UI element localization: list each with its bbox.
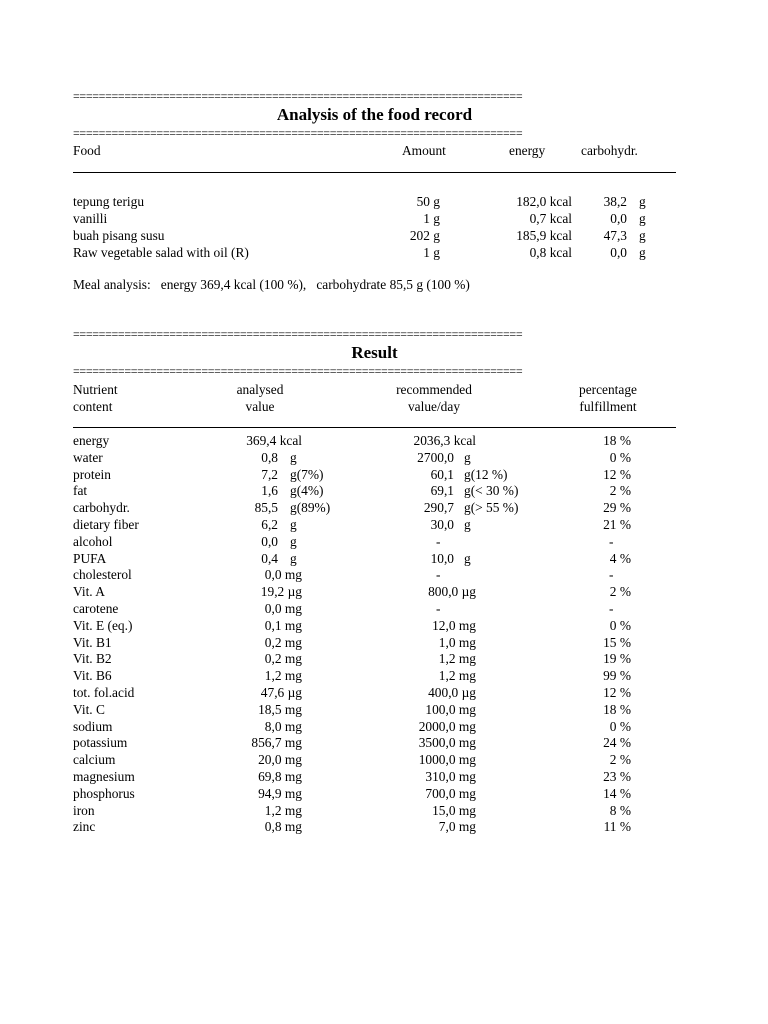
food-name: Raw vegetable salad with oil (R) [73, 245, 249, 260]
nutrient-name: alcohol [73, 533, 113, 549]
nutrient-name: Vit. A [73, 584, 105, 600]
table-row [0, 499, 768, 516]
food-amount: 1 g [423, 245, 440, 260]
percentage-value: - [609, 567, 614, 583]
table-row [0, 785, 768, 802]
food-carb-unit: g [639, 211, 646, 226]
analysed-header: analysed [236, 382, 284, 397]
percentage-value: 99 % [603, 668, 631, 684]
table-row [0, 718, 768, 735]
percentage-value: 2 % [609, 584, 631, 600]
recommended-value: 400,0 µg [428, 685, 476, 700]
table-row [0, 818, 768, 835]
recommended-value: 310,0 mg [425, 769, 476, 784]
recommended-value: 69,1 [430, 483, 454, 499]
nutrient-name: calcium [73, 752, 116, 768]
recommended-unit: g(12 %) [464, 466, 508, 482]
recommended-unit: g(> 55 %) [464, 500, 519, 516]
analysed-value: 6,2 [261, 517, 278, 532]
analysed-value: 85,5 [254, 500, 278, 516]
recommended-value: 1,2 mg [438, 668, 476, 684]
recommended-value: 100,0 mg [425, 701, 476, 717]
analysed-value: 7,2 [261, 466, 278, 482]
recommended-unit: g [464, 449, 471, 465]
separator-line: ====================================================================== [73, 329, 523, 339]
food-name: vanilli [73, 211, 108, 226]
nutrient-name: PUFA [73, 550, 107, 566]
analysed-value: 8,0 mg [264, 718, 302, 734]
analysed-unit: g(4%) [290, 483, 324, 499]
amount-header: Amount [402, 143, 446, 158]
food-name: buah pisang susu [73, 228, 165, 243]
percentage-value: 0 % [609, 449, 631, 465]
meal-analysis: Meal analysis: energy 369,4 kcal (100 %), carbohydrate 85,5 g (100 %) [73, 277, 470, 292]
food-amount: 202 g [409, 228, 440, 243]
table-row [0, 566, 768, 583]
percentage-value: 8 % [609, 802, 631, 818]
recommended-value: - [436, 567, 441, 583]
nutrient-name: potassium [73, 735, 128, 751]
recommended-value: 7,0 mg [438, 819, 476, 835]
recommended-value: - [436, 601, 441, 616]
recommended-value: 700,0 mg [425, 785, 476, 801]
percentage-value: 18 % [603, 701, 631, 717]
analysed-value: 856,7 mg [251, 735, 302, 751]
table-row [0, 583, 768, 600]
analysed-value: 47,6 µg [260, 685, 302, 700]
table-row [0, 516, 768, 533]
content-header: content [73, 399, 113, 414]
recommended-value: 800,0 µg [428, 584, 476, 600]
nutrient-name: magnesium [73, 769, 135, 784]
energy-header: energy [509, 143, 546, 158]
table-row [0, 634, 768, 651]
recommended-value: 60,1 [430, 466, 454, 482]
table-row [0, 650, 768, 667]
nutrient-name: carbohydr. [73, 500, 130, 516]
fulfillment-header: fulfillment [579, 399, 637, 414]
percentage-value: 24 % [603, 735, 631, 751]
analysed-value: 18,5 mg [258, 701, 302, 717]
food-energy: 0,8 kcal [529, 245, 572, 260]
analysed-unit: g(89%) [290, 500, 331, 516]
nutrient-name: Vit. E (eq.) [73, 617, 133, 633]
food-carb-unit: g [639, 228, 646, 243]
table-row [0, 227, 768, 244]
separator-line: ====================================================================== [73, 366, 523, 376]
recommended-unit: g(< 30 %) [464, 483, 519, 499]
nutrient-name: dietary fiber [73, 517, 139, 532]
recommended-value: 15,0 mg [432, 802, 476, 818]
analysed-value: 19,2 µg [260, 584, 302, 600]
percentage-value: 0 % [609, 617, 631, 633]
analysed-unit: g [290, 449, 297, 465]
food-carb: 0,0 [610, 245, 627, 260]
analysed-value: 0,0 mg [264, 601, 302, 616]
table-row [0, 751, 768, 768]
nutrient-name: sodium [73, 718, 113, 734]
percentage-value: - [609, 533, 614, 549]
analysed-value: 20,0 mg [258, 752, 302, 768]
analysed-value: 0,8 [261, 449, 278, 465]
table-row [0, 244, 768, 261]
nutrient-name: Vit. B1 [73, 634, 112, 650]
food-amount: 50 g [416, 194, 440, 209]
analysed-unit: g [290, 533, 297, 549]
recommended-value: 1000,0 mg [418, 752, 476, 768]
recommended-value: 12,0 mg [432, 617, 476, 633]
percentage-value: 11 % [603, 819, 631, 835]
analysed-value: 0,1 mg [264, 617, 302, 633]
table-row [0, 768, 768, 785]
percentage-value: 18 % [603, 433, 631, 448]
separator-line: ====================================================================== [73, 128, 523, 138]
food-header: Food [73, 143, 101, 158]
analysed-value: 69,8 mg [258, 769, 302, 784]
analysed-value: 0,0 [261, 533, 278, 549]
percentage-value: 15 % [603, 634, 631, 650]
food-carb: 47,3 [603, 228, 627, 243]
table-row [0, 466, 768, 483]
carbohydr-header: carbohydr. [581, 143, 638, 158]
analysed-value: 0,0 mg [264, 567, 302, 583]
food-amount: 1 g [423, 211, 440, 226]
recommended-value: 2700,0 [417, 449, 454, 465]
nutrient-name: Vit. C [73, 701, 105, 717]
food-energy: 182,0 kcal [516, 194, 572, 209]
analysed-value: 0,2 mg [264, 634, 302, 650]
food-record-title: Analysis of the food record [276, 105, 473, 124]
food-energy: 0,7 kcal [529, 211, 572, 226]
recommended-value: 1,0 mg [438, 634, 476, 650]
percentage-value: 4 % [609, 550, 631, 566]
analysed-value: 1,6 [261, 483, 278, 499]
table-row [0, 802, 768, 819]
nutrient-name: fat [73, 483, 88, 499]
table-row [0, 734, 768, 751]
nutrient-header: Nutrient [73, 382, 118, 397]
recommended-value: 1,2 mg [438, 651, 476, 667]
food-name: tepung terigu [73, 194, 145, 209]
recommended-unit: g [464, 550, 471, 566]
header-rule [73, 427, 676, 428]
table-row [0, 701, 768, 718]
recommended-value: - [436, 533, 441, 549]
analysed-unit: g [290, 517, 297, 532]
food-carb: 0,0 [610, 211, 627, 226]
food-carb: 38,2 [603, 194, 627, 209]
nutrient-name: zinc [73, 819, 96, 835]
nutrient-name: energy [73, 433, 110, 448]
value-day-header: value/day [407, 399, 461, 414]
recommended-value: 290,7 [423, 500, 454, 516]
table-row [0, 449, 768, 466]
table-row [0, 432, 768, 449]
nutrient-name: tot. fol.acid [73, 685, 135, 700]
analysed-unit: g [290, 550, 297, 566]
recommended-value: 2036,3 kcal [413, 433, 476, 448]
table-row [0, 533, 768, 550]
percentage-value: 12 % [603, 685, 631, 700]
header-rule [73, 172, 676, 173]
recommended-header: recommended [396, 382, 472, 397]
table-row [0, 193, 768, 210]
analysed-value: 369,4 kcal [246, 433, 302, 448]
food-carb-unit: g [639, 245, 646, 260]
analysed-value: 0,4 [261, 550, 278, 566]
table-row [0, 210, 768, 227]
table-row [0, 617, 768, 634]
percentage-value: 14 % [603, 785, 631, 801]
nutrient-name: Vit. B6 [73, 668, 112, 684]
percentage-value: 19 % [603, 651, 631, 667]
value-header: value [245, 399, 275, 414]
percentage-value: 29 % [603, 500, 631, 516]
percentage-header: percentage [579, 382, 637, 397]
table-row [0, 550, 768, 567]
nutrient-name: protein [73, 466, 111, 482]
food-carb-unit: g [639, 194, 646, 209]
table-row [0, 667, 768, 684]
percentage-value: - [609, 601, 614, 616]
nutrient-name: carotene [73, 601, 119, 616]
percentage-value: 2 % [609, 752, 631, 768]
nutrient-name: phosphorus [73, 785, 135, 801]
analysed-value: 1,2 mg [264, 802, 302, 818]
recommended-value: 10,0 [430, 550, 454, 566]
percentage-value: 23 % [603, 769, 631, 784]
nutrient-name: iron [73, 802, 95, 818]
analysed-value: 0,8 mg [264, 819, 302, 835]
analysed-value: 94,9 mg [258, 785, 302, 801]
nutrient-name: Vit. B2 [73, 651, 112, 667]
table-row [0, 684, 768, 701]
table-row [0, 600, 768, 617]
percentage-value: 12 % [603, 466, 631, 482]
nutrient-name: cholesterol [73, 567, 132, 583]
analysed-unit: g(7%) [290, 466, 324, 482]
table-row [0, 482, 768, 499]
percentage-value: 2 % [609, 483, 631, 499]
result-title: Result [351, 343, 398, 362]
nutrient-name: water [73, 449, 103, 465]
food-energy: 185,9 kcal [516, 228, 572, 243]
recommended-unit: g [464, 517, 471, 532]
analysed-value: 0,2 mg [264, 651, 302, 667]
recommended-value: 2000,0 mg [418, 718, 476, 734]
percentage-value: 0 % [609, 718, 631, 734]
percentage-value: 21 % [603, 517, 631, 532]
separator-line: ====================================================================== [73, 91, 523, 101]
analysed-value: 1,2 mg [264, 668, 302, 684]
recommended-value: 30,0 [430, 517, 454, 532]
recommended-value: 3500,0 mg [418, 735, 476, 751]
